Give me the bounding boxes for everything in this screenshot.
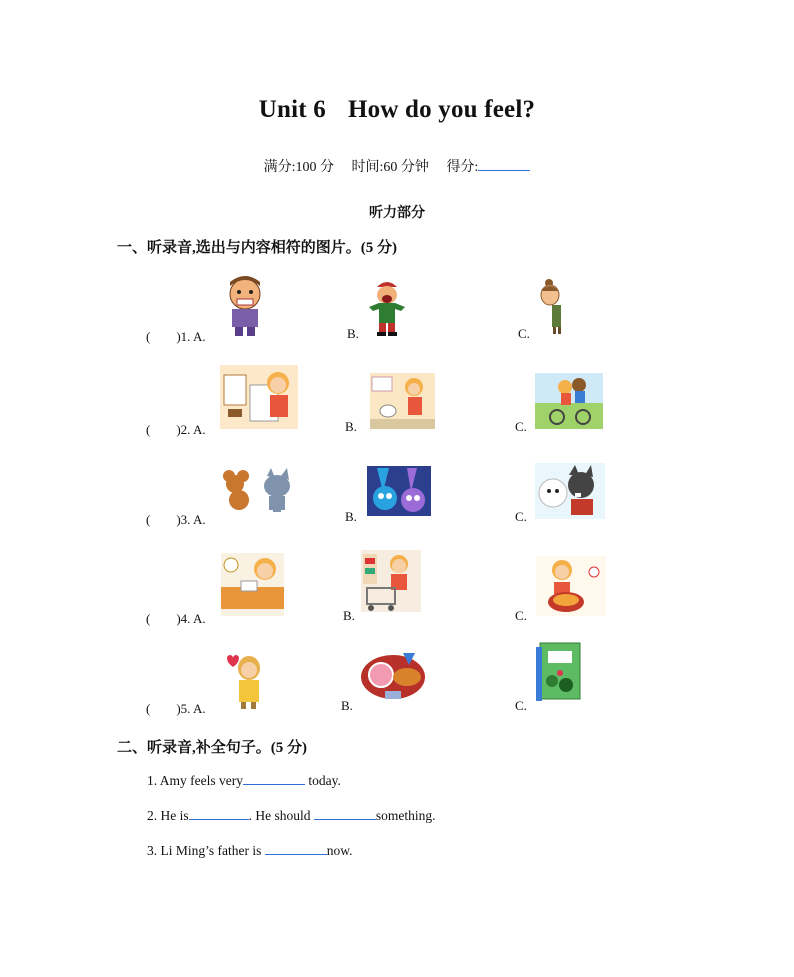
question-1-label: ( )1. A.	[146, 329, 206, 344]
section-2-heading: 二、听录音,补全句子。(5 分)	[117, 740, 307, 756]
question-3-label: ( )3. A.	[146, 512, 206, 527]
score-label: 得分:	[446, 160, 479, 175]
question-1-option-b: B.	[347, 326, 359, 341]
question-4-label: ( )4. A.	[146, 611, 206, 626]
answer-blank-4[interactable]	[265, 841, 327, 855]
exam-meta	[0, 156, 794, 176]
question-5-label: ( )5. A.	[146, 701, 206, 716]
option-a-label: A.	[192, 611, 206, 626]
answer-blank-3[interactable]	[314, 806, 376, 820]
answer-blank-1[interactable]	[243, 771, 305, 785]
question-2-option-c: C.	[515, 419, 527, 434]
question-4-option-b: B.	[343, 608, 355, 623]
girl-at-desk-picture[interactable]	[221, 553, 284, 616]
book-picture[interactable]	[534, 641, 584, 703]
unit-name: How do you feel?	[347, 96, 536, 123]
question-1-option-c: C.	[518, 326, 530, 341]
food-plate-picture[interactable]	[359, 647, 429, 703]
question-5-option-c: C.	[515, 698, 527, 713]
angry-boy-picture[interactable]	[221, 272, 269, 338]
question-5-option-b: B.	[341, 698, 353, 713]
part-title: 听力部分	[369, 206, 425, 221]
score-blank[interactable]	[478, 156, 530, 171]
girl-playing-dog-picture[interactable]	[370, 373, 435, 429]
unit-label: Unit 6	[258, 96, 326, 123]
option-a-label: A.	[192, 512, 206, 527]
time-limit: 时间:60 分钟	[351, 160, 429, 175]
full-score: 满分:100 分	[263, 160, 335, 175]
rabbits-picture[interactable]	[367, 466, 431, 516]
answer-blank-2[interactable]	[189, 806, 249, 820]
option-a-label: A.	[192, 701, 206, 716]
girl-cooking-picture[interactable]	[536, 556, 606, 616]
kids-cycling-picture[interactable]	[535, 373, 603, 429]
question-3-option-c: C.	[515, 509, 527, 524]
page-title	[0, 96, 794, 124]
cat-and-mouse-picture[interactable]	[221, 466, 299, 518]
question-3-option-b: B.	[345, 509, 357, 524]
sentence-3: 3. Li Ming’s father is now.	[147, 843, 353, 858]
question-2-option-b: B.	[345, 419, 357, 434]
option-a-label: A.	[192, 329, 206, 344]
question-2-label: ( )2. A.	[146, 422, 206, 437]
sentence-2: 2. He is . He should something.	[147, 808, 436, 823]
shouting-boy-picture[interactable]	[367, 277, 407, 337]
sentence-1: 1. Amy feels very today.	[147, 773, 341, 788]
girl-with-hearts-picture[interactable]	[221, 650, 271, 710]
sheep-and-wolf-picture[interactable]	[535, 463, 605, 519]
girl-drawing-picture[interactable]	[220, 365, 298, 429]
question-4-option-c: C.	[515, 608, 527, 623]
shy-girl-picture[interactable]	[537, 277, 567, 335]
section-1-heading: 一、听录音,选出与内容相符的图片。(5 分)	[117, 240, 397, 256]
option-a-label: A.	[192, 422, 206, 437]
girl-shopping-picture[interactable]	[361, 550, 421, 612]
